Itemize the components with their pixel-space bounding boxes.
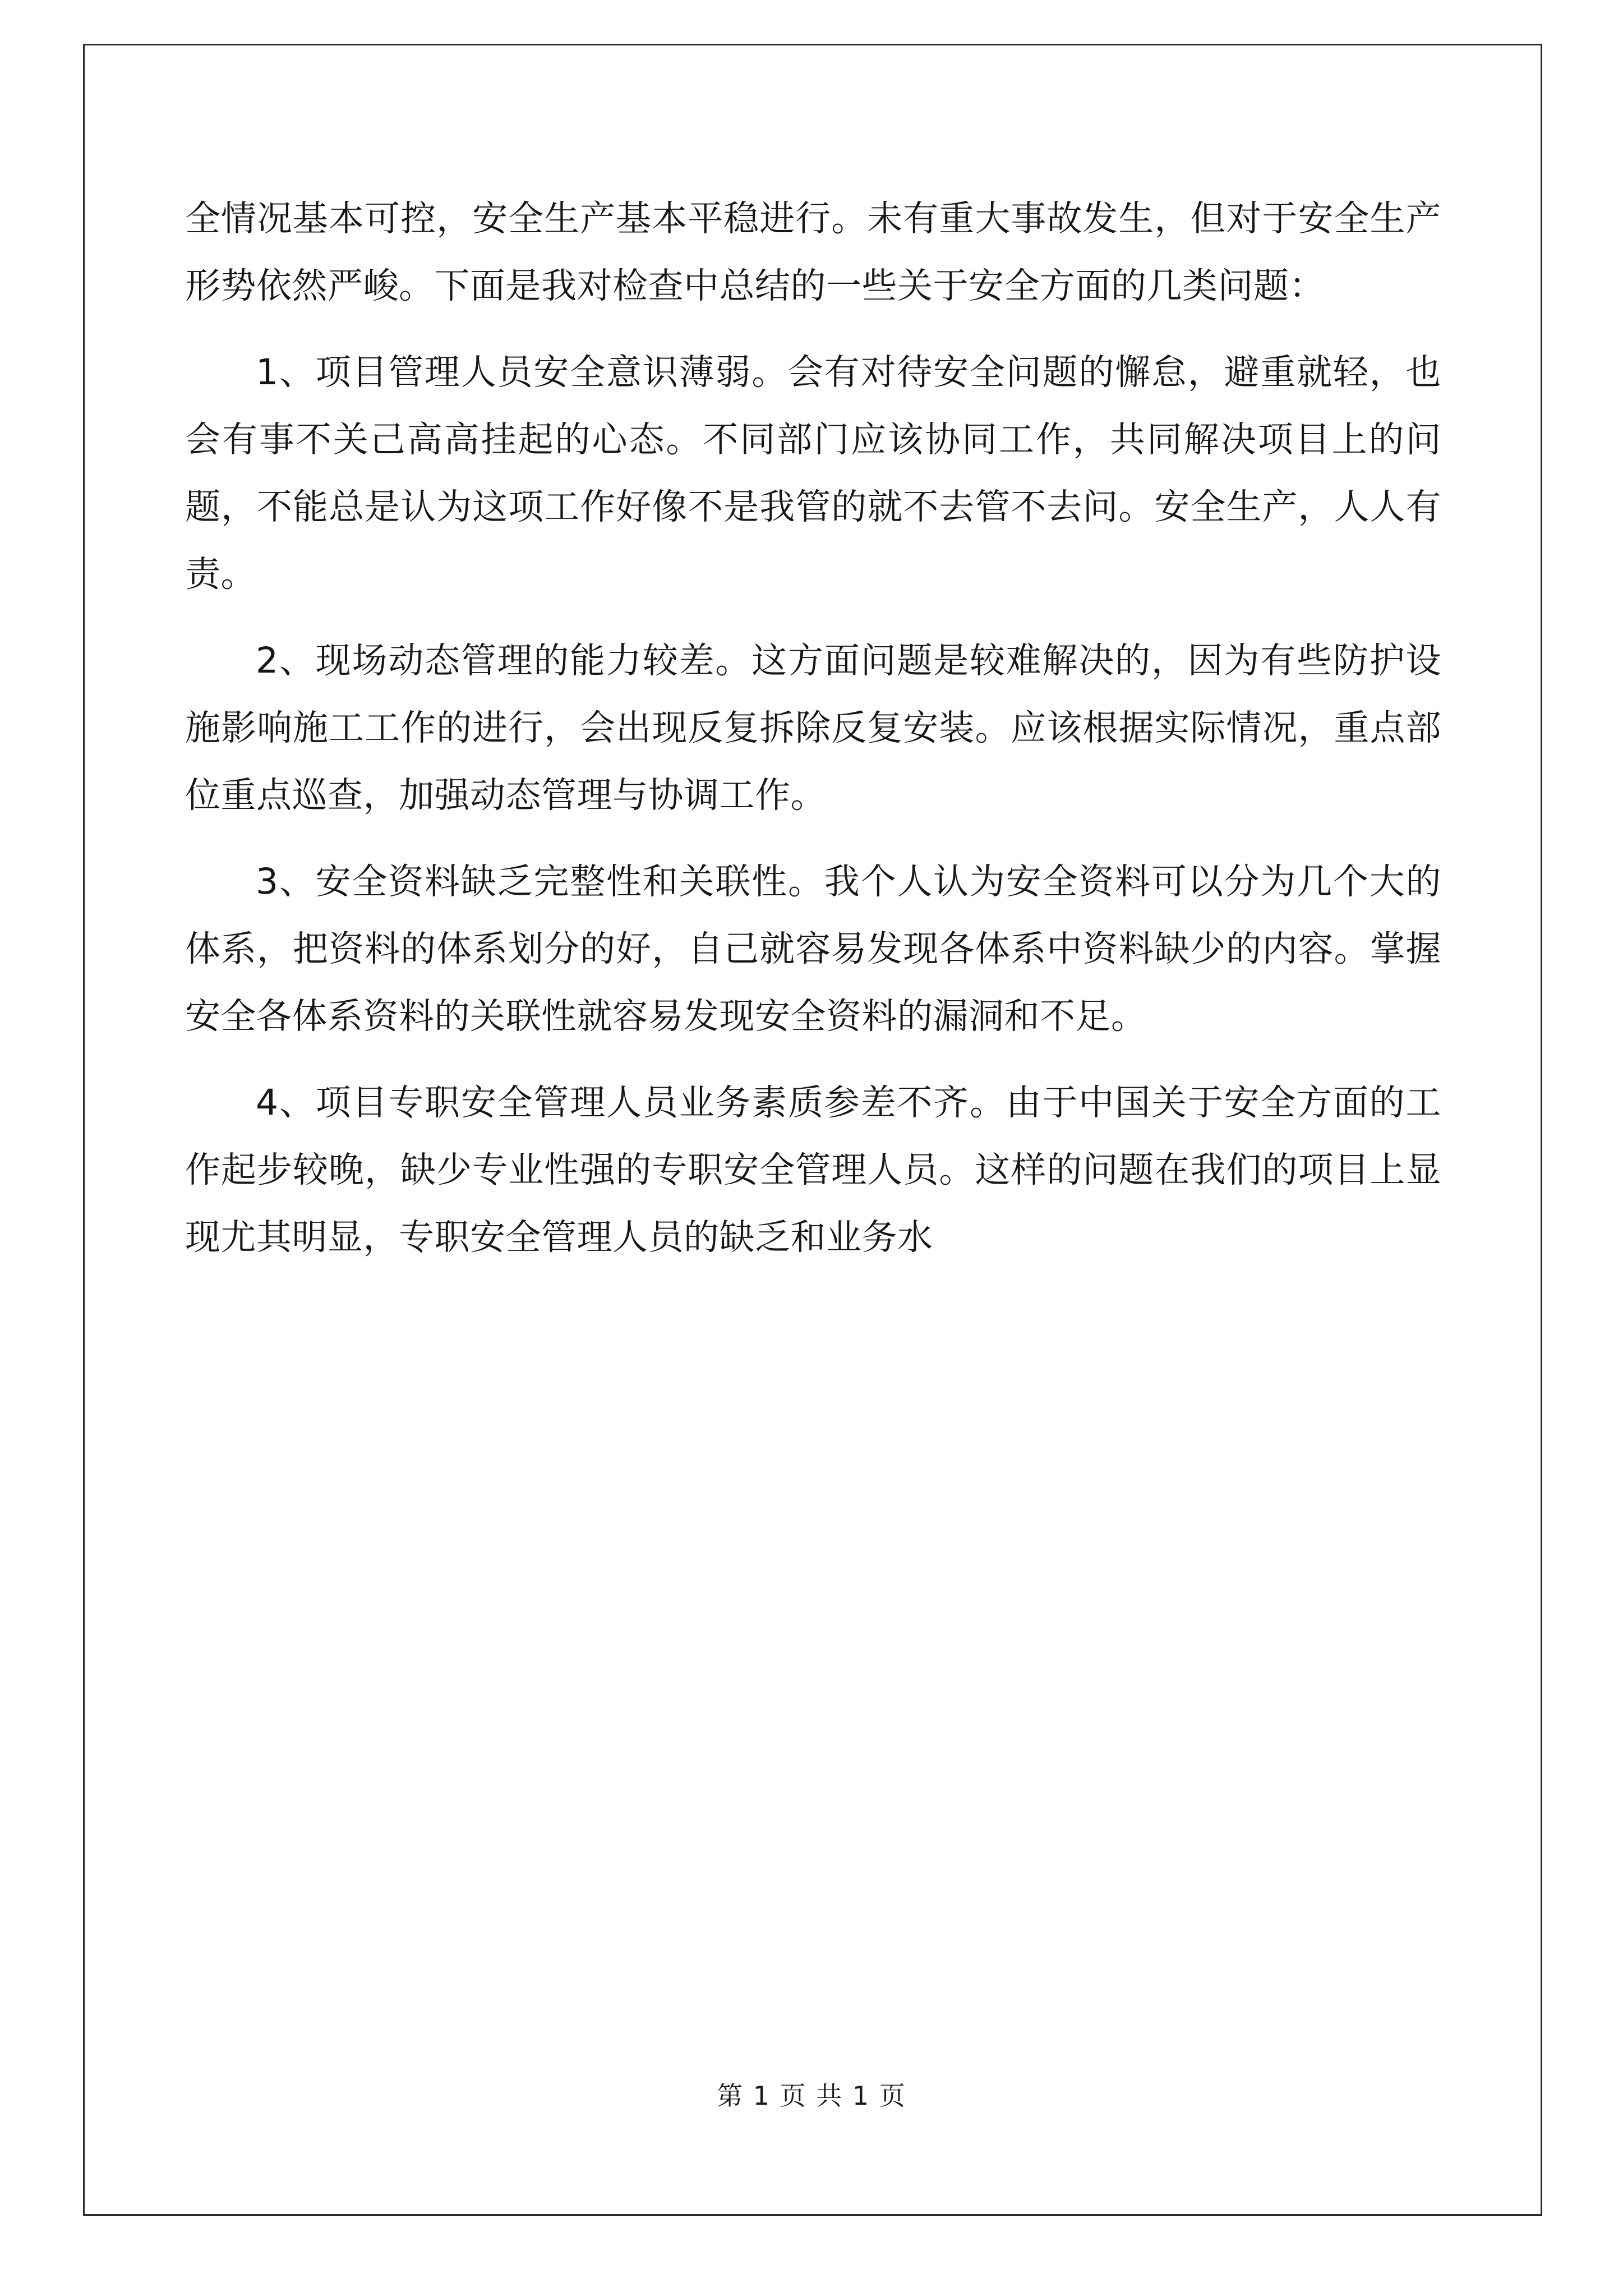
paragraph: 3、安全资料缺乏完整性和关联性。我个人认为安全资料可以分为几个大的体系，把资料的体系划分的好，自己就容易发现各体系中资料缺少的内容。掌握安全各体系资料的关联性就容易发现安全资料的漏洞和不足。	[185, 861, 1441, 1037]
paragraph: 全情况基本可控，安全生产基本平稳进行。未有重大事故发生，但对于安全生产形势依然严峻。下面是我对检查中总结的一些关于安全方面的几类问题：	[185, 198, 1441, 306]
paragraph: 1、项目管理人员安全意识薄弱。会有对待安全问题的懈怠，避重就轻，也会有事不关己高高挂起的心态。不同部门应该协同工作，共同解决项目上的问题，不能总是认为这项工作好像不是我管的就不去管不去问。安全生产，人人有责。	[185, 352, 1441, 595]
document-body	[185, 185, 1441, 1290]
paragraph: 4、项目专职安全管理人员业务素质参差不齐。由于中国关于安全方面的工作起步较晚，缺少专业性强的专职安全管理人员。这样的问题在我们的项目上显现尤其明显，专职安全管理人员的缺乏和业务水	[185, 1082, 1441, 1258]
page-footer: 第 1 页 共 1 页	[717, 2081, 906, 2111]
paragraph: 2、现场动态管理的能力较差。这方面问题是较难解决的，因为有些防护设施影响施工工作的进行，会出现反复拆除反复安装。应该根据实际情况，重点部位重点巡查，加强动态管理与协调工作。	[185, 640, 1441, 816]
